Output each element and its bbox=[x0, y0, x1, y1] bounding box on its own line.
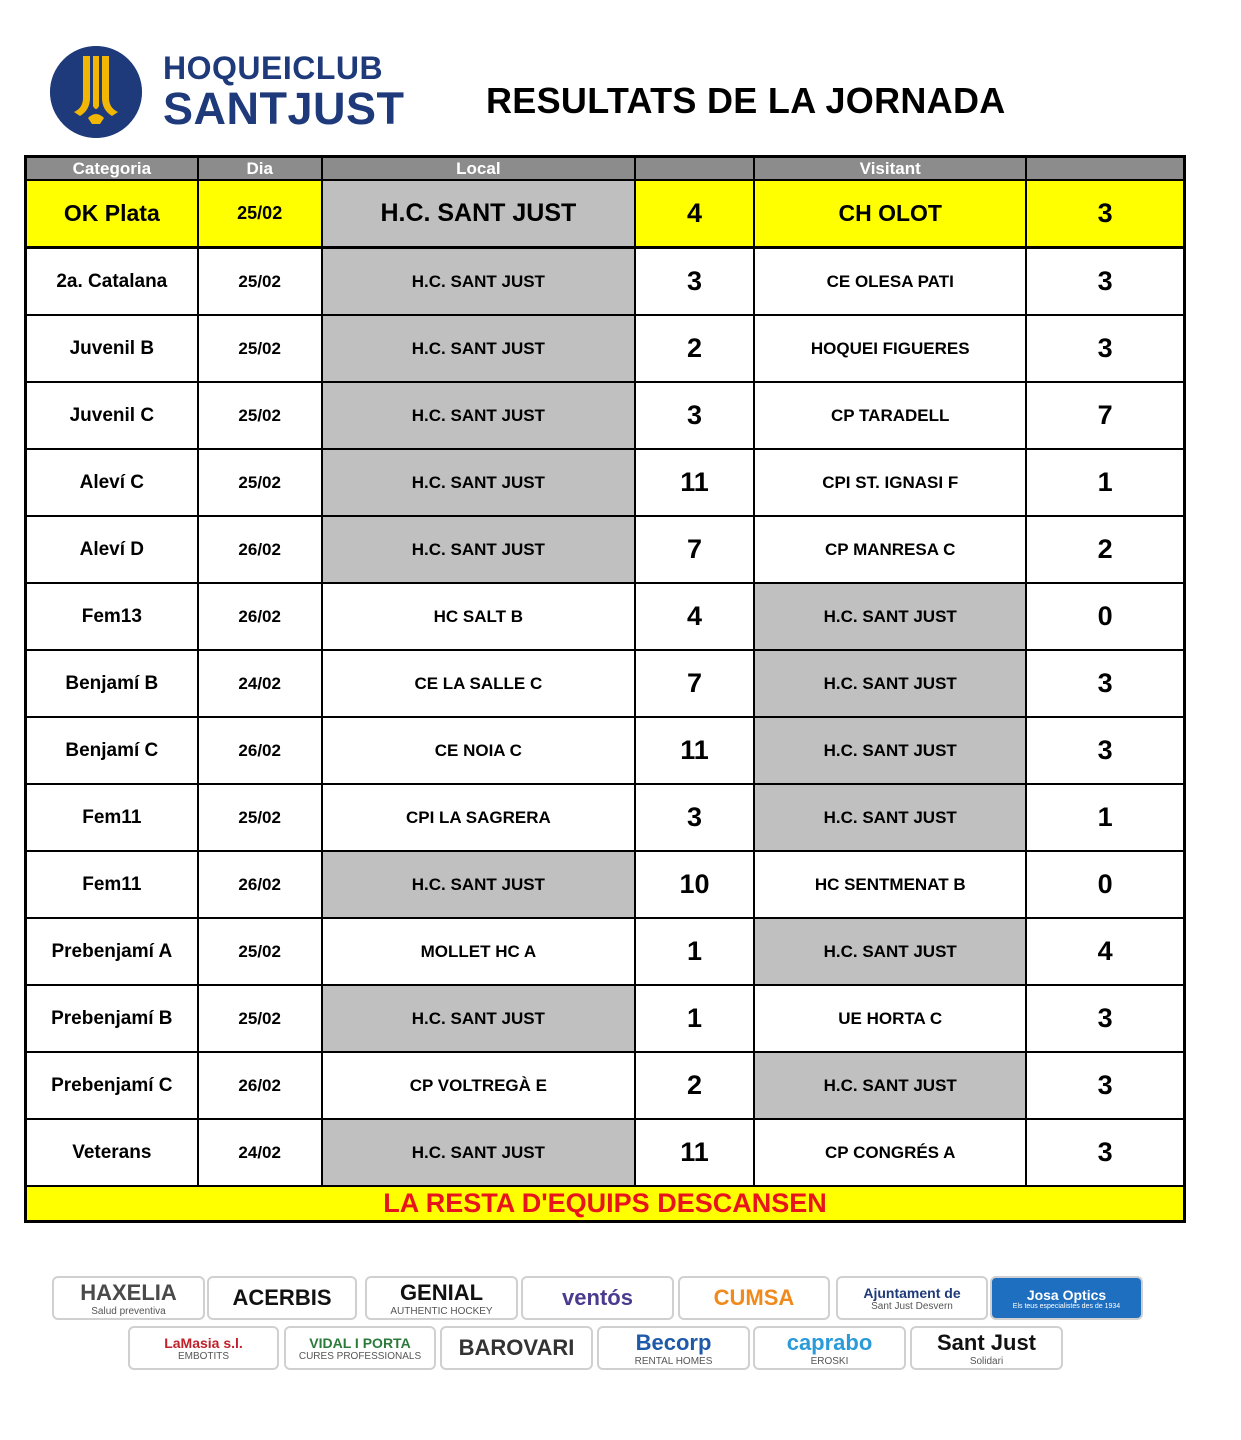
sponsor-name: GENIAL bbox=[399, 1279, 484, 1305]
home-team-cell: CE NOIA C bbox=[322, 717, 635, 784]
away-team-cell: CH OLOT bbox=[754, 180, 1026, 248]
category-cell: Prebenjamí A bbox=[26, 918, 198, 985]
away-score-cell: 0 bbox=[1026, 583, 1184, 650]
day-cell: 25/02 bbox=[198, 784, 322, 851]
home-score-cell: 2 bbox=[635, 315, 754, 382]
home-score-cell: 7 bbox=[635, 650, 754, 717]
home-team-cell: H.C. SANT JUST bbox=[322, 851, 635, 918]
category-cell: Aleví C bbox=[26, 449, 198, 516]
sponsor-logo bbox=[836, 1276, 988, 1320]
category-cell: Prebenjamí B bbox=[26, 985, 198, 1052]
day-cell: 25/02 bbox=[198, 985, 322, 1052]
category-cell: Juvenil B bbox=[26, 315, 198, 382]
club-name bbox=[163, 50, 405, 134]
header-visitant-score bbox=[1026, 157, 1184, 181]
category-cell: Fem11 bbox=[26, 851, 198, 918]
table-header-row bbox=[26, 157, 1185, 181]
header-category: Categoria bbox=[26, 157, 198, 181]
day-cell: 25/02 bbox=[198, 315, 322, 382]
header-local: Local bbox=[322, 157, 635, 181]
header-local-score bbox=[635, 157, 754, 181]
rest-notice: LA RESTA D'EQUIPS DESCANSEN bbox=[26, 1186, 1185, 1222]
day-cell: 25/02 bbox=[198, 918, 322, 985]
sponsor-name: Josa Optics bbox=[1026, 1286, 1107, 1303]
away-team-cell: CPI ST. IGNASI F bbox=[754, 449, 1026, 516]
day-cell: 26/02 bbox=[198, 717, 322, 784]
match-row bbox=[26, 382, 1185, 449]
category-cell: Fem13 bbox=[26, 583, 198, 650]
away-team-cell: CP MANRESA C bbox=[754, 516, 1026, 583]
sponsor-name: HAXELIA bbox=[80, 1279, 177, 1305]
sponsor-tagline: CURES PROFESSIONALS bbox=[298, 1350, 422, 1362]
brand-line-1: HOQUEICLUB bbox=[163, 50, 384, 86]
sponsor-logo bbox=[753, 1326, 906, 1370]
day-cell: 26/02 bbox=[198, 516, 322, 583]
away-score-cell: 3 bbox=[1026, 180, 1184, 248]
home-score-cell: 11 bbox=[635, 717, 754, 784]
home-score-cell: 4 bbox=[635, 180, 754, 248]
sponsor-tagline: AUTHENTIC HOCKEY bbox=[390, 1305, 493, 1317]
sponsor-tagline: EMBOTITS bbox=[177, 1350, 230, 1362]
home-team-cell: H.C. SANT JUST bbox=[322, 449, 635, 516]
away-team-cell: HC SENTMENAT B bbox=[754, 851, 1026, 918]
day-cell: 26/02 bbox=[198, 583, 322, 650]
match-row bbox=[26, 248, 1185, 316]
featured-match-row bbox=[26, 180, 1185, 248]
home-score-cell: 4 bbox=[635, 583, 754, 650]
day-cell: 26/02 bbox=[198, 1052, 322, 1119]
category-cell: Benjamí B bbox=[26, 650, 198, 717]
sponsor-name: caprabo bbox=[786, 1329, 873, 1355]
away-score-cell: 7 bbox=[1026, 382, 1184, 449]
away-team-cell: H.C. SANT JUST bbox=[754, 784, 1026, 851]
day-cell: 24/02 bbox=[198, 1119, 322, 1186]
away-score-cell: 3 bbox=[1026, 650, 1184, 717]
away-team-cell: CE OLESA PATI bbox=[754, 248, 1026, 316]
away-score-cell: 3 bbox=[1026, 717, 1184, 784]
home-team-cell: CE LA SALLE C bbox=[322, 650, 635, 717]
home-score-cell: 1 bbox=[635, 985, 754, 1052]
home-score-cell: 2 bbox=[635, 1052, 754, 1119]
page-title: RESULTATS DE LA JORNADA bbox=[486, 80, 1006, 121]
sponsor-logo bbox=[990, 1276, 1143, 1320]
match-row bbox=[26, 918, 1185, 985]
away-score-cell: 1 bbox=[1026, 784, 1184, 851]
day-cell: 25/02 bbox=[198, 382, 322, 449]
category-cell: Fem11 bbox=[26, 784, 198, 851]
sponsor-tagline: Solidari bbox=[969, 1355, 1004, 1367]
match-row bbox=[26, 315, 1185, 382]
home-team-cell: CPI LA SAGRERA bbox=[322, 784, 635, 851]
sponsor-name: CUMSA bbox=[713, 1285, 795, 1310]
day-cell: 25/02 bbox=[198, 248, 322, 316]
home-team-cell: H.C. SANT JUST bbox=[322, 382, 635, 449]
away-score-cell: 1 bbox=[1026, 449, 1184, 516]
sponsor-name: VIDAL I PORTA bbox=[309, 1334, 411, 1351]
category-cell: OK Plata bbox=[26, 180, 198, 248]
away-score-cell: 3 bbox=[1026, 1119, 1184, 1186]
away-team-cell: H.C. SANT JUST bbox=[754, 1052, 1026, 1119]
away-team-cell: UE HORTA C bbox=[754, 985, 1026, 1052]
day-cell: 26/02 bbox=[198, 851, 322, 918]
sponsor-name: Becorp bbox=[635, 1329, 712, 1355]
home-score-cell: 3 bbox=[635, 382, 754, 449]
sponsor-name: ventós bbox=[562, 1285, 633, 1310]
day-cell: 24/02 bbox=[198, 650, 322, 717]
category-cell: 2a. Catalana bbox=[26, 248, 198, 316]
home-score-cell: 3 bbox=[635, 248, 754, 316]
home-team-cell: H.C. SANT JUST bbox=[322, 180, 635, 248]
match-row bbox=[26, 717, 1185, 784]
results-table bbox=[24, 155, 1186, 1223]
away-score-cell: 3 bbox=[1026, 248, 1184, 316]
home-score-cell: 10 bbox=[635, 851, 754, 918]
sponsor-logo bbox=[440, 1326, 593, 1370]
match-row bbox=[26, 985, 1185, 1052]
day-cell: 25/02 bbox=[198, 180, 322, 248]
category-cell: Juvenil C bbox=[26, 382, 198, 449]
home-team-cell: HC SALT B bbox=[322, 583, 635, 650]
category-cell: Aleví D bbox=[26, 516, 198, 583]
header-day: Dia bbox=[198, 157, 322, 181]
away-score-cell: 3 bbox=[1026, 315, 1184, 382]
sponsor-name: Ajuntament de bbox=[863, 1284, 961, 1301]
category-cell: Benjamí C bbox=[26, 717, 198, 784]
sponsor-tagline: Els teus especialistes des de 1934 bbox=[1012, 1302, 1121, 1310]
footer-row bbox=[26, 1186, 1185, 1222]
away-score-cell: 2 bbox=[1026, 516, 1184, 583]
away-score-cell: 3 bbox=[1026, 1052, 1184, 1119]
sponsor-name: BAROVARI bbox=[458, 1335, 575, 1360]
sponsor-logo bbox=[128, 1326, 279, 1370]
home-team-cell: CP VOLTREGÀ E bbox=[322, 1052, 635, 1119]
home-score-cell: 1 bbox=[635, 918, 754, 985]
away-score-cell: 0 bbox=[1026, 851, 1184, 918]
club-crest-icon bbox=[50, 46, 142, 138]
home-score-cell: 11 bbox=[635, 1119, 754, 1186]
home-team-cell: H.C. SANT JUST bbox=[322, 985, 635, 1052]
away-score-cell: 4 bbox=[1026, 918, 1184, 985]
match-row bbox=[26, 583, 1185, 650]
match-row bbox=[26, 449, 1185, 516]
category-cell: Veterans bbox=[26, 1119, 198, 1186]
sponsor-logo bbox=[910, 1326, 1063, 1370]
home-score-cell: 3 bbox=[635, 784, 754, 851]
sponsor-logo bbox=[207, 1276, 357, 1320]
sponsor-name: Sant Just bbox=[936, 1329, 1037, 1355]
away-team-cell: H.C. SANT JUST bbox=[754, 650, 1026, 717]
away-team-cell: CP TARADELL bbox=[754, 382, 1026, 449]
sponsor-tagline: EROSKI bbox=[810, 1355, 849, 1367]
day-cell: 25/02 bbox=[198, 449, 322, 516]
sponsor-tagline: Sant Just Desvern bbox=[871, 1300, 953, 1312]
away-team-cell: H.C. SANT JUST bbox=[754, 918, 1026, 985]
away-team-cell: H.C. SANT JUST bbox=[754, 717, 1026, 784]
sponsor-name: ACERBIS bbox=[232, 1285, 332, 1310]
home-score-cell: 7 bbox=[635, 516, 754, 583]
away-team-cell: H.C. SANT JUST bbox=[754, 583, 1026, 650]
match-row bbox=[26, 650, 1185, 717]
match-row bbox=[26, 1052, 1185, 1119]
sponsor-tagline: Salud preventiva bbox=[91, 1305, 166, 1317]
header-visitant: Visitant bbox=[754, 157, 1026, 181]
away-team-cell: CP CONGRÉS A bbox=[754, 1119, 1026, 1186]
sponsor-logo bbox=[284, 1326, 436, 1370]
category-cell: Prebenjamí C bbox=[26, 1052, 198, 1119]
home-team-cell: H.C. SANT JUST bbox=[322, 516, 635, 583]
home-team-cell: H.C. SANT JUST bbox=[322, 248, 635, 316]
match-row bbox=[26, 1119, 1185, 1186]
away-score-cell: 3 bbox=[1026, 985, 1184, 1052]
home-team-cell: H.C. SANT JUST bbox=[322, 1119, 635, 1186]
club-logo bbox=[50, 46, 142, 138]
sponsor-logo bbox=[52, 1276, 205, 1320]
home-score-cell: 11 bbox=[635, 449, 754, 516]
sponsor-logo bbox=[365, 1276, 518, 1320]
brand-line-2: SANTJUST bbox=[163, 83, 405, 134]
sponsor-name: LaMasia s.l. bbox=[164, 1334, 243, 1351]
sponsor-logo bbox=[521, 1276, 674, 1320]
match-row bbox=[26, 784, 1185, 851]
match-row bbox=[26, 851, 1185, 918]
sponsor-logo bbox=[678, 1276, 830, 1320]
sponsor-tagline: RENTAL HOMES bbox=[634, 1355, 713, 1367]
sponsor-logo bbox=[597, 1326, 750, 1370]
match-row bbox=[26, 516, 1185, 583]
home-team-cell: H.C. SANT JUST bbox=[322, 315, 635, 382]
home-team-cell: MOLLET HC A bbox=[322, 918, 635, 985]
away-team-cell: HOQUEI FIGUERES bbox=[754, 315, 1026, 382]
